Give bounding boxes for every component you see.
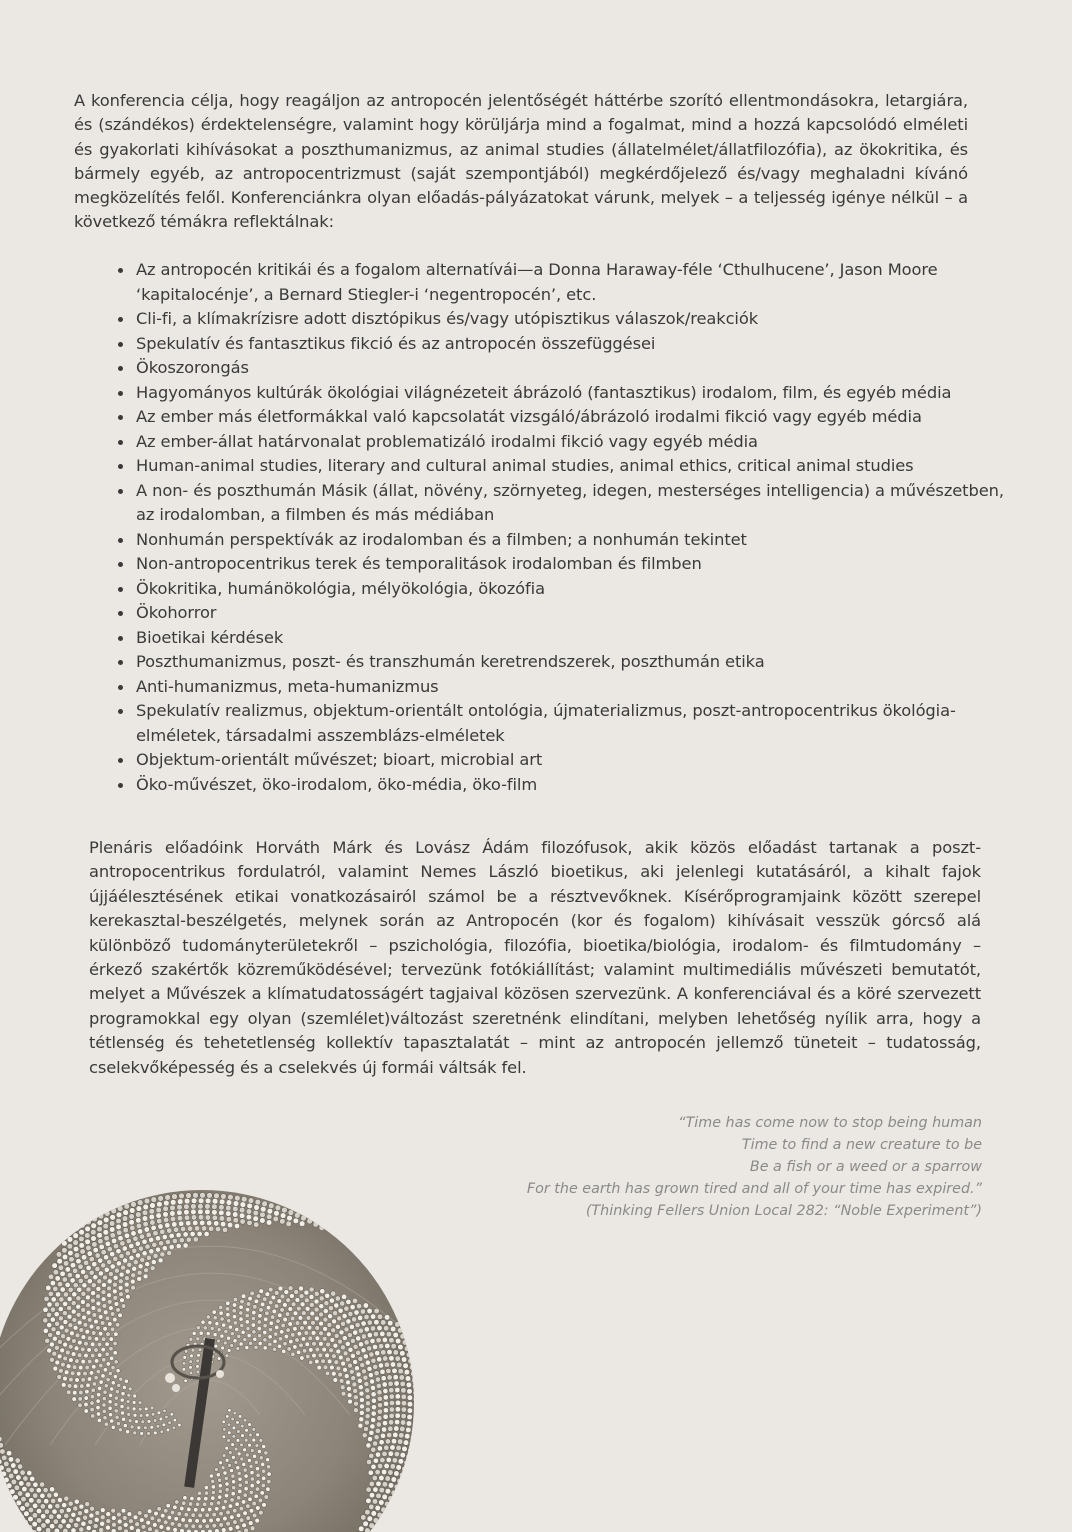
plenary-paragraph: Plenáris előadóink Horváth Márk és Lovász Ádám filozófusok, akik közös előadást tartanak a poszt-antropocentrikus fordulatról, valamint Nemes László bioetikus, aki jelenlegi kutatásáról, a kihalt fajok újjáélesztésének etikai vonatkozásairól számol be a résztvevőknek. Kísérőprogramjaink között szerepel kerekasztal-beszélgetés, melynek során az Antropocén (kor és fogalom) kihívásait vesszük górcső alá különböző tudományterületekről – pszichológia, filozófia, bioetika/biológia, irodalom- és filmtudomány – érkező szakértők közreműködésével; tervezünk fotókiállítást; valamint multimediális művészeti bemutatót, melyet a Művészek a klímatudatosságért tagjaival közösen szervezünk. A konferenciával és a köré szervezett programokkal egy olyan (szemlélet)változást szeretnénk elindítani, melyben lehetőség nyílik arra, hogy a tétlenség és tehetetlenség kollektív tapasztalatát – mint az antropocén jellemző tüneteit – tudatosság, cselekvőképesség és a cselekvés új formái váltsák fel.	[89, 838, 981, 1077]
topic-list	[112, 258, 1004, 797]
list-item: • Az antropocén kritikái és a fogalom alternatívái—a Donna Haraway-féle ‘Cthulhucene’, Jason Moore ‘kapitalocénje’, a Bernard Stiegler-i ‘negentropocén’, etc.	[134, 258, 1004, 307]
list-item: • Spekulatív realizmus, objektum-orientált ontológia, újmaterializmus, poszt-antropocentrikus ökológia-elméletek, társadalmi asszemblázs-elméletek	[134, 699, 1004, 748]
list-item: • Bioetikai kérdések	[134, 626, 1004, 651]
list-item: • Non-antropocentrikus terek és temporalitások irodalomban és filmben	[134, 552, 1004, 577]
list-item: • Poszthumanizmus, poszt- és transzhumán keretrendszerek, poszthumán etika	[134, 650, 1004, 675]
solar-field-icon	[0, 1190, 415, 1532]
quote-line: For the earth has grown tired and all of your time has expired.”	[526, 1181, 982, 1197]
list-item: • Öko-művészet, öko-irodalom, öko-média, öko-film	[134, 773, 1004, 798]
list-item: • Ökoszorongás	[134, 356, 1004, 381]
list-item: • Cli-fi, a klímakrízisre adott disztópikus és/vagy utópisztikus válaszok/reakciók	[134, 307, 1004, 332]
epigraph-quote	[422, 1112, 982, 1222]
aerial-solar-field-image	[0, 1190, 415, 1532]
list-item: • Objektum-orientált művészet; bioart, microbial art	[134, 748, 1004, 773]
intro-paragraph: A konferencia célja, hogy reagáljon az antropocén jelentőségét háttérbe szorító ellentmondásokra, letargiára, és (szándékos) érdektelenségre, valamint hogy körüljárja mind a fogalmat, mind a hozzá kapcsolódó elméleti és gyakorlati kihívásokat a poszthumanizmus, az animal studies (állatelmélet/állatfilozófia), az ökokritika, és bármely egyéb, az antropocentrizmust (saját szempontjából) megkérdőjelező és/vagy meghaladni kívánó megközelítés felől. Konferenciánkra olyan előadás-pályázatokat várunk, melyek – a teljesség igénye nélkül – a következő témákra reflektálnak:	[74, 91, 968, 232]
list-item: • Ökokritika, humánökológia, mélyökológia, ökozófia	[134, 577, 1004, 602]
list-item: • Spekulatív és fantasztikus fikció és az antropocén összefüggései	[134, 332, 1004, 357]
list-item: • Ökohorror	[134, 601, 1004, 626]
list-item: • Anti-humanizmus, meta-humanizmus	[134, 675, 1004, 700]
list-item: • Human-animal studies, literary and cultural animal studies, animal ethics, critical animal studies	[134, 454, 1004, 479]
list-item: • Az ember-állat határvonalat problematizáló irodalmi fikció vagy egyéb média	[134, 430, 1004, 455]
quote-line: “Time has come now to stop being human	[678, 1115, 982, 1131]
quote-line: Time to find a new creature to be	[741, 1137, 982, 1153]
list-item: • A non- és poszthumán Másik (állat, növény, szörnyeteg, idegen, mesterséges intelligencia) a művészetben, az irodalomban, a filmben és más médiában	[134, 479, 1004, 528]
quote-line: Be a fish or a weed or a sparrow	[749, 1159, 982, 1175]
list-item: • Hagyományos kultúrák ökológiai világnézeteit ábrázoló (fantasztikus) irodalom, film, és egyéb média	[134, 381, 1004, 406]
list-item: • Az ember más életformákkal való kapcsolatát vizsgáló/ábrázoló irodalmi fikció vagy egyéb média	[134, 405, 1004, 430]
quote-attribution: (Thinking Fellers Union Local 282: “Noble Experiment”)	[585, 1203, 982, 1219]
list-item: • Nonhumán perspektívák az irodalomban és a filmben; a nonhumán tekintet	[134, 528, 1004, 553]
